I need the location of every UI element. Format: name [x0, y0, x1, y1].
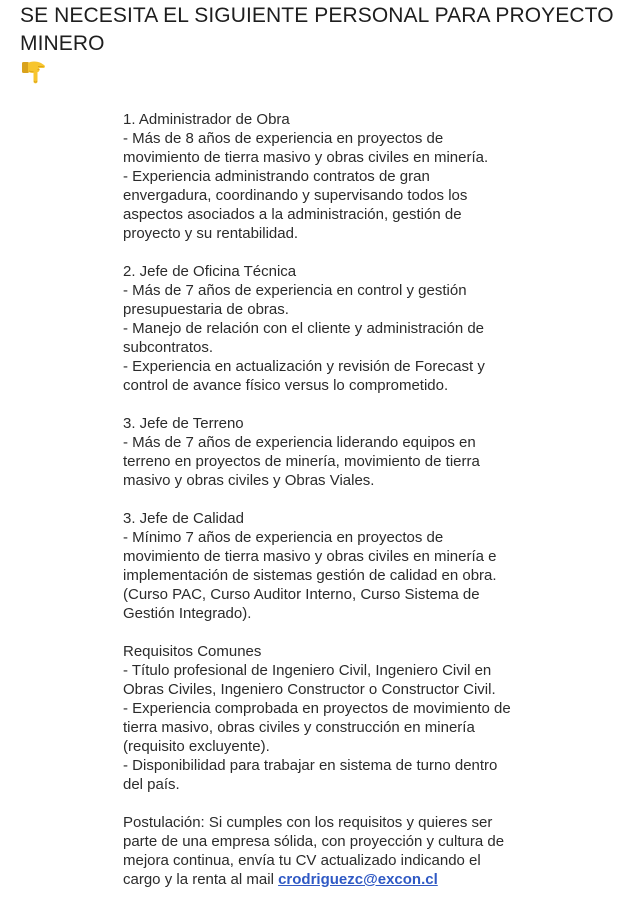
section-line: masivo y obras civiles y Obras Viales. — [123, 472, 375, 489]
section-line: del país. — [123, 776, 180, 793]
section-title: Requisitos Comunes — [123, 643, 262, 660]
section-line: - Mínimo 7 años de experiencia en proyectos de — [123, 529, 444, 546]
section-line: Obras Civiles, Ingeniero Constructor o Constructor Civil. — [123, 681, 496, 698]
section-postulacion — [123, 813, 628, 889]
section-line: - Más de 7 años de experiencia liderando equipos en — [123, 434, 476, 451]
section-line: movimiento de tierra masivo y obras civiles en minería e — [123, 548, 497, 565]
section-line: - Más de 7 años de experiencia en control y gestión — [123, 282, 467, 299]
section-jefe-de-calidad — [123, 509, 628, 623]
section-line: Gestión Integrado). — [123, 605, 252, 622]
application-line: mejora continua, envía tu CV actualizado indicando el — [123, 852, 481, 869]
job-posting-body — [123, 110, 628, 889]
title-line-2: MINERO — [20, 32, 105, 55]
section-line: - Experiencia administrando contratos de gran — [123, 168, 430, 185]
email-link[interactable]: crodriguezc@excon.cl — [278, 871, 438, 888]
section-line: movimiento de tierra masivo y obras civiles en minería. — [123, 149, 489, 166]
section-line: proyecto y su rentabilidad. — [123, 225, 299, 242]
section-line: envergadura, coordinando y supervisando todos los — [123, 187, 468, 204]
section-title: 2. Jefe de Oficina Técnica — [123, 263, 297, 280]
section-line: - Manejo de relación con el cliente y administración de — [123, 320, 485, 337]
section-line: (requisito excluyente). — [123, 738, 270, 755]
section-line: - Disponibilidad para trabajar en sistema de turno dentro — [123, 757, 498, 774]
application-line: parte de una empresa sólida, con proyección y cultura de — [123, 833, 505, 850]
section-jefe-de-terreno — [123, 414, 628, 490]
section-line: aspectos asociados a la administración, gestión de — [123, 206, 462, 223]
section-requisitos-comunes — [123, 642, 628, 794]
section-line: terreno en proyectos de minería, movimiento de tierra — [123, 453, 480, 470]
section-jefe-oficina-tecnica — [123, 262, 628, 395]
application-line: Postulación: Si cumples con los requisitos y quieres ser — [123, 814, 493, 831]
section-line: control de avance físico versus lo comprometido. — [123, 377, 449, 394]
title-line-1: SE NECESITA EL SIGUIENTE PERSONAL PARA PROYECTO — [20, 4, 614, 27]
section-title: 3. Jefe de Calidad — [123, 510, 244, 527]
section-line: - Experiencia comprobada en proyectos de movimiento de — [123, 700, 511, 717]
section-line: subcontratos. — [123, 339, 214, 356]
section-line: implementación de sistemas gestión de calidad en obra. — [123, 567, 497, 584]
section-administrador-de-obra — [123, 110, 628, 243]
application-last-line — [123, 870, 628, 889]
backhand-index-pointing-down-icon — [20, 58, 48, 86]
section-title: 3. Jefe de Terreno — [123, 415, 244, 432]
section-line: - Título profesional de Ingeniero Civil, Ingeniero Civil en — [123, 662, 492, 679]
section-line: tierra masivo, obras civiles y construcción en minería — [123, 719, 475, 736]
application-last-line-text: cargo y la renta al mail — [123, 871, 279, 888]
section-title: 1. Administrador de Obra — [123, 111, 290, 128]
section-line: - Más de 8 años de experiencia en proyectos de — [123, 130, 444, 147]
section-line: (Curso PAC, Curso Auditor Interno, Curso Sistema de — [123, 586, 480, 603]
section-line: presupuestaria de obras. — [123, 301, 289, 318]
page-title — [20, 2, 630, 58]
section-line: - Experiencia en actualización y revisión de Forecast y — [123, 358, 485, 375]
